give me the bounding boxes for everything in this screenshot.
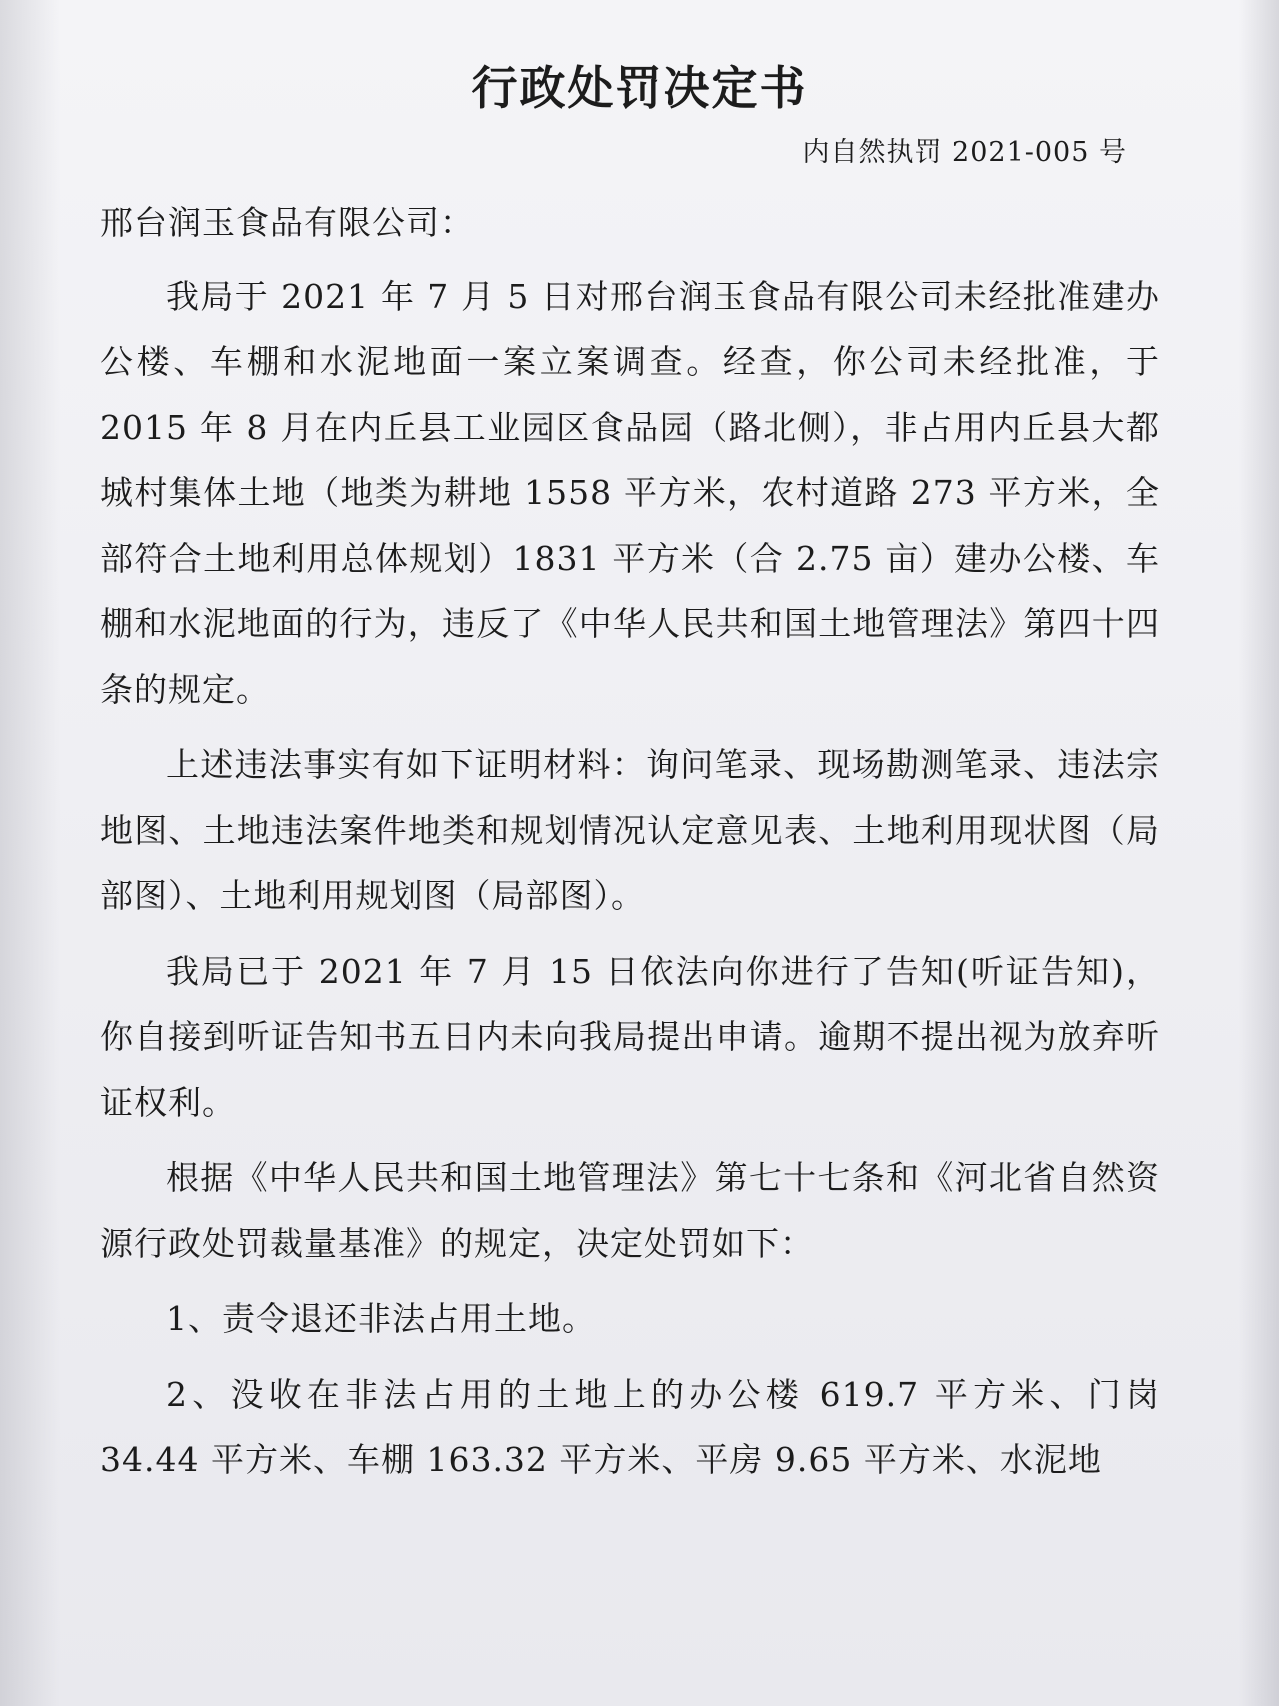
paragraph-investigation: 我局于 2021 年 7 月 5 日对邢台润玉食品有限公司未经批准建办公楼、车棚和水泥地面一案立案调查。经查，你公司未经批准，于 2015 年 8 月在内丘县工业园区食品园（路北侧），非占用内丘县大都城村集体土地（地类为耕地 1558 平方米，农村道路 273 平方米，全部符合土地利用总体规划）1831 平方米（合 2.75 亩）建办公楼、车棚和水泥地面的行为，违反了《中华人民共和国土地管理法》第四十四条的规定。 [100, 276, 1160, 709]
addressee: 邢台润玉食品有限公司： [100, 203, 474, 242]
page-shadow-right [1239, 0, 1279, 1706]
page-shadow-left [0, 0, 60, 1706]
document-number: 内自然执罚 2021-005 号 [802, 137, 1127, 168]
penalty-item-2: 2、没收在非法占用的土地上的办公楼 619.7 平方米、门岗 34.44 平方米、车棚 163.32 平方米、平房 9.65 平方米、水泥地 [100, 1374, 1160, 1479]
document-body [100, 190, 1160, 1503]
paragraph-evidence: 上述违法事实有如下证明材料：询问笔录、现场勘测笔录、违法宗地图、土地违法案件地类和规划情况认定意见表、土地利用现状图（局部图）、土地利用规划图（局部图）。 [100, 745, 1160, 915]
paragraph-legal-basis: 根据《中华人民共和国土地管理法》第七十七条和《河北省自然资源行政处罚裁量基准》的规定，决定处罚如下： [100, 1158, 1160, 1263]
paragraph-notice: 我局已于 2021 年 7 月 15 日依法向你进行了告知(听证告知)，你自接到听证告知书五日内未向我局提出申请。逾期不提出视为放弃听证权利。 [100, 951, 1160, 1122]
document-title: 行政处罚决定书 [471, 61, 808, 115]
penalty-item-1: 1、责令退还非法占用土地。 [166, 1299, 596, 1338]
